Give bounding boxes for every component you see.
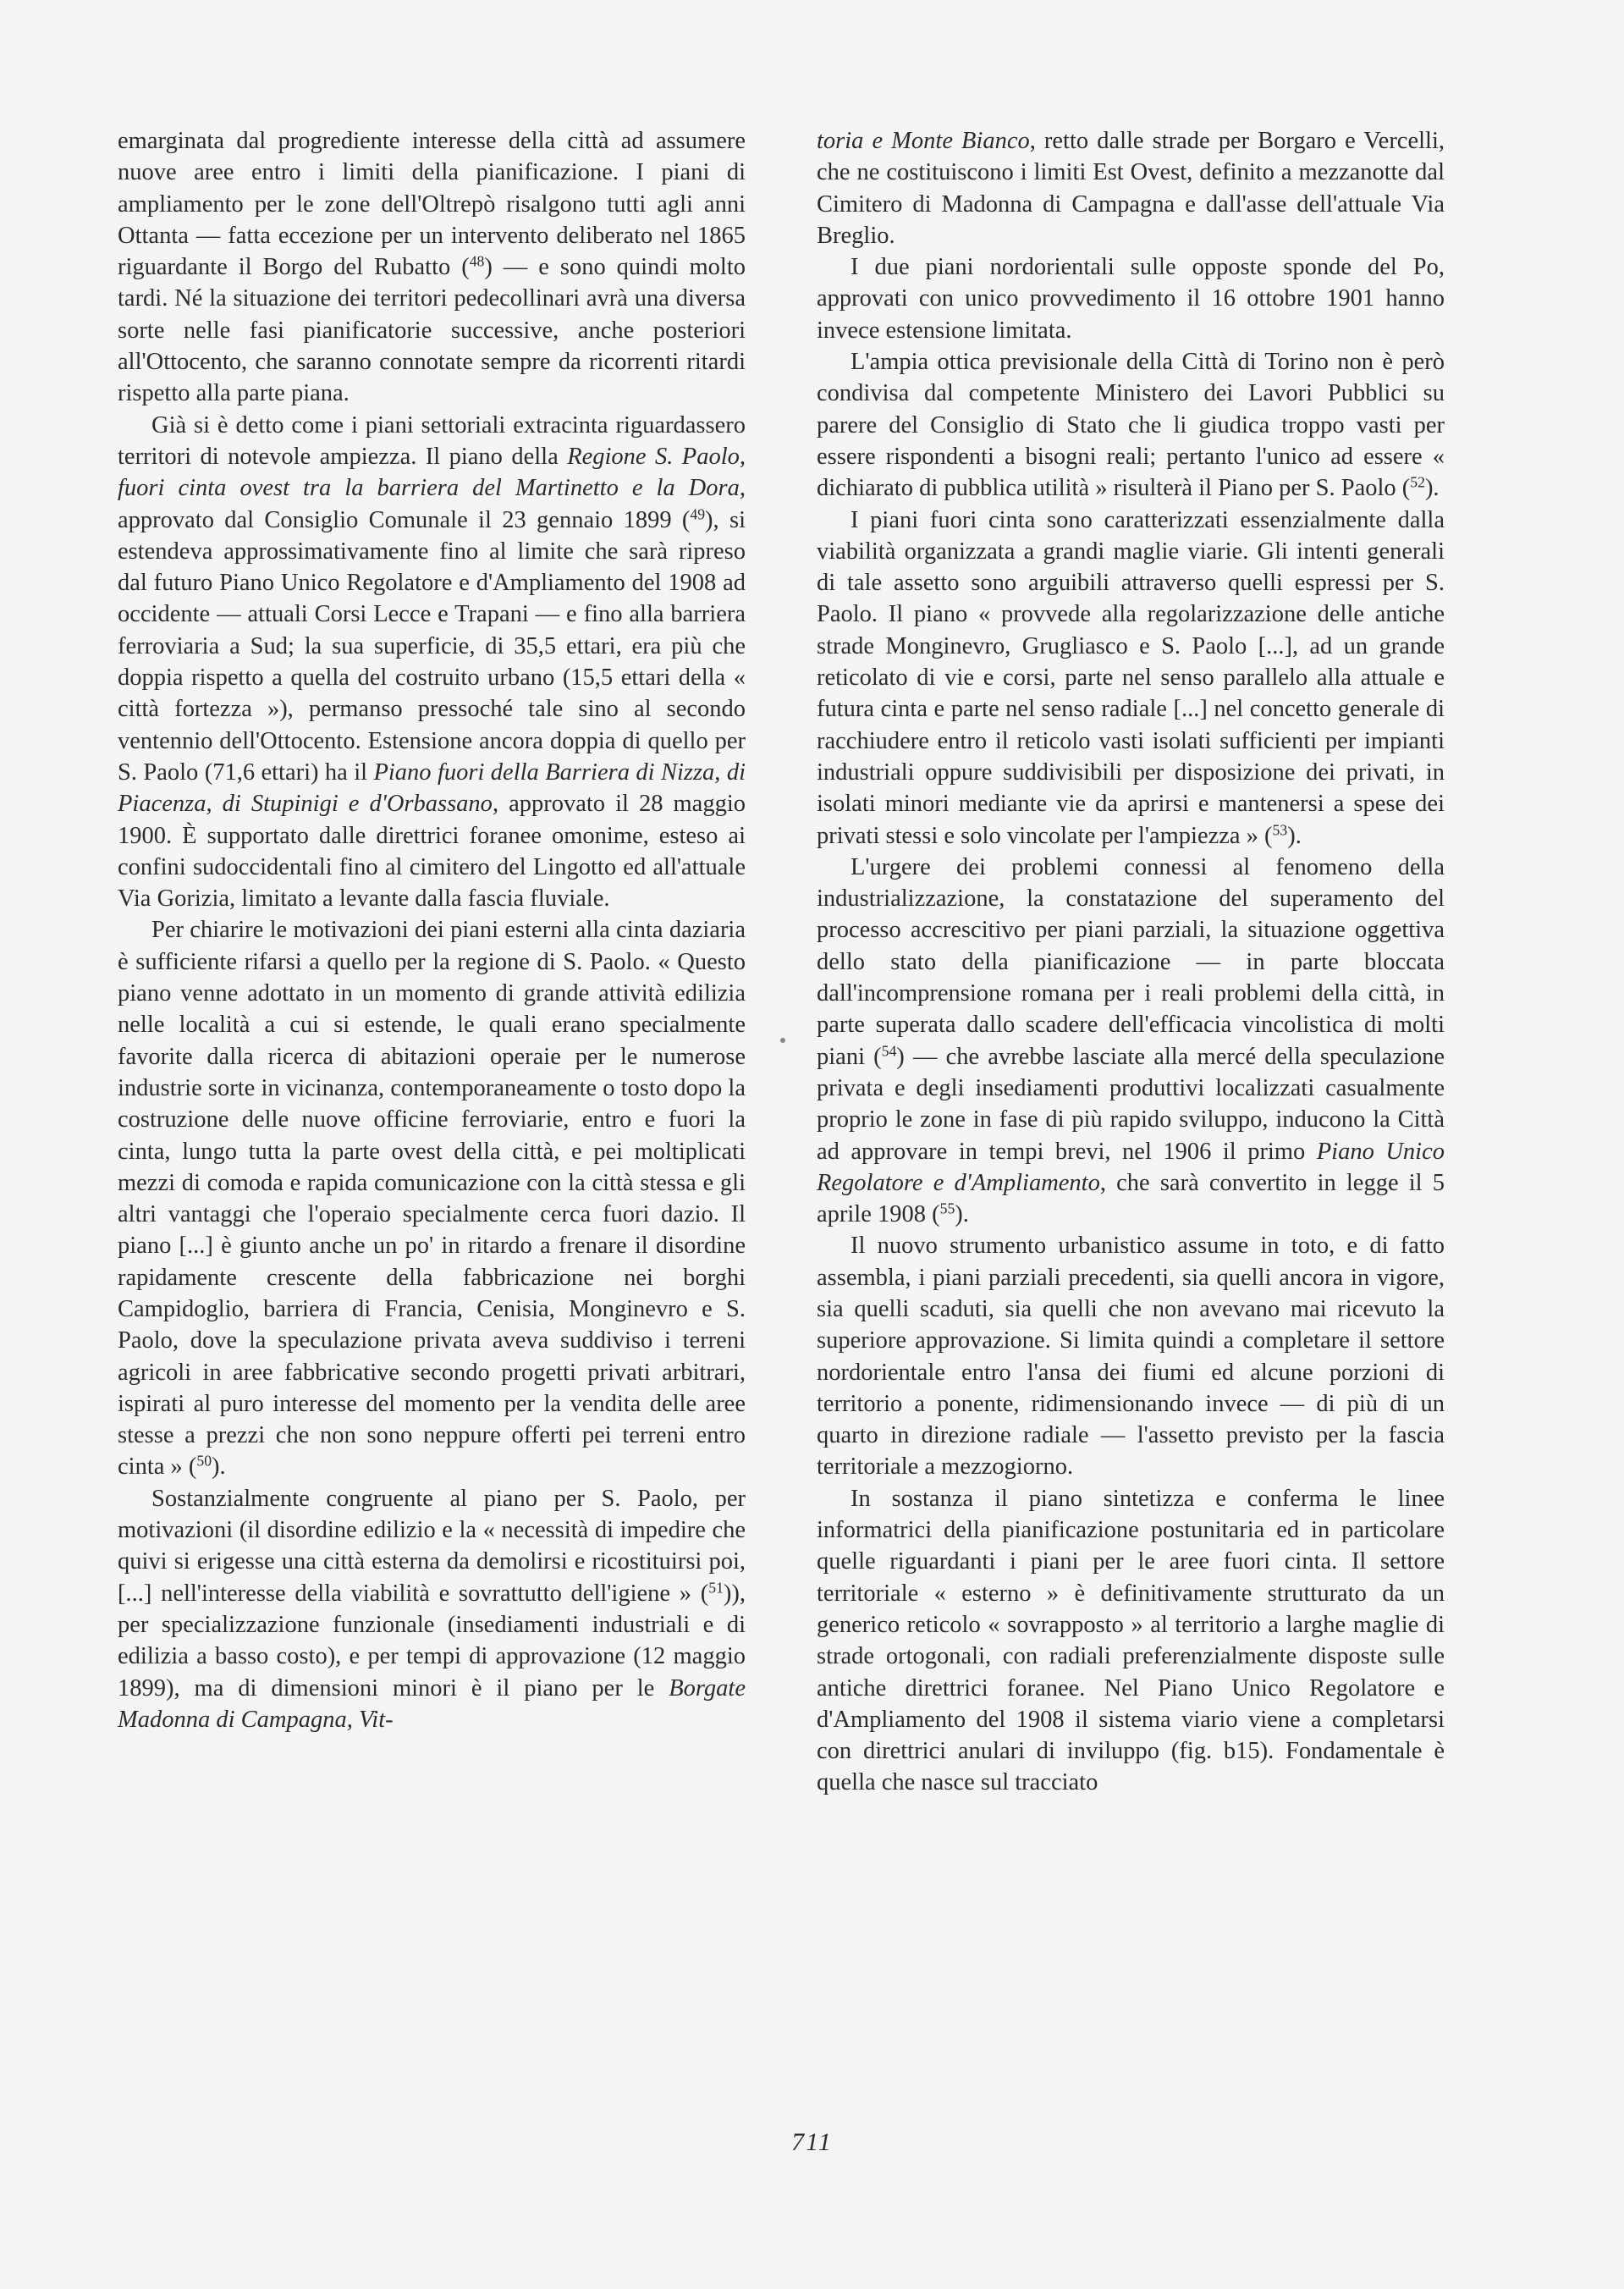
paragraph: Sostanzialmente congruente al piano per S. Paolo, per motivazioni (il disordine edilizio e la « necessità di impedire che quivi si erigesse una città esterna da demolirsi e ricostituirsi poi, [...] nell'interesse della viabilità e sovrattutto dell'igiene » ($^{51}$)), per specializzazione funzionale (insediamenti industriali e di edilizia a basso costo), e per tempi di approvazione (12 maggio 1899), ma di dimensioni minori è il piano per le Borgate Madonna di Campagna, Vit- — [118, 1485, 746, 1733]
paragraph: toria e Monte Bianco, retto dalle strade per Borgaro e Vercelli, che ne costituiscono i limiti Est Ovest, definito a mezzanotte dal Cimitero di Madonna di Campagna e dall'asse dell'attuale Via Breglio. — [817, 128, 1445, 249]
paragraph: emarginata dal progrediente interesse della città ad assumere nuove aree entro i limiti della pianificazione. I piani di ampliamento per le zone dell'Oltrepò risalgono tutti agli anni Ottanta — fatta eccezione per un intervento deliberato nel 1865 riguardante il Borgo del Rubatto ($^{48}$) — e sono quindi molto tardi. Né la situazione dei territori pedecollinari avrà una diversa sorte nelle fasi pianificatorie successive, anche posteriori all'Ottocento, che saranno connotate sempre da ricorrenti ritardi rispetto alla parte piana. — [118, 128, 746, 407]
paragraph: I due piani nordorientali sulle opposte sponde del Po, approvati con unico provvedimento il 16 ottobre 1901 hanno invece estensione limitata. — [817, 254, 1445, 344]
scan-speck — [780, 1038, 785, 1043]
paragraph: Per chiarire le motivazioni dei piani esterni alla cinta daziaria è sufficiente rifarsi a quello per la regione di S. Paolo. « Questo piano venne adottato in un momento di grande attività edilizia nelle località a cui si estende, le quali erano specialmente favorite dalla ricerca di abitazioni operaie per le numerose industrie sorte in vicinanza, contemporaneamente o tosto dopo la costruzione delle nuove officine ferroviarie, entro e fuori la cinta, lungo tutta la parte ovest della città, e pei moltiplicati mezzi di comoda e rapida comunicazione con la città stessa e gli altri vantaggi che l'operaio specialmente cerca fuori dazio. Il piano [...] è giunto anche un po' in ritardo a frenare il disordine rapidamente crescente della fabbricazione nei borghi Campidoglio, barriera di Francia, Cenisia, Monginevro e S. Paolo, dove la speculazione privata aveva suddiviso i terreni agricoli in aree fabbricative secondo progetti privati arbitrari, ispirati al puro interesse del momento per la vendita delle aree stesse a prezzi che non sono neppure offerti pei terreni entro cinta » ($^{50}$). — [118, 917, 746, 1481]
left-column — [118, 125, 746, 1735]
paragraph: I piani fuori cinta sono caratterizzati essenzialmente dalla viabilità organizzata a grandi maglie viarie. Gli intenti generali di tale assetto sono arguibili attraverso quelli espressi per S. Paolo. Il piano « provvede alla regolarizzazione delle antiche strade Monginevro, Grugliasco e S. Paolo [...], ad un grande reticolato di vie e corsi, parte nel senso parallelo alla attuale e futura cinta e parte nel senso radiale [...] nel concetto generale di racchiudere entro il reticolo vasti isolati sufficienti per impianti industriali oppure suddivisibili per disposizione dei privati, in isolati minori mediante vie da aprirsi e mantenersi a spese dei privati stessi e solo vincolate per l'ampiezza » ($^{53}$). — [817, 506, 1445, 849]
paragraph: Il nuovo strumento urbanistico assume in toto, e di fatto assembla, i piani parziali precedenti, sia quelli ancora in vigore, sia quelli scaduti, sia quelli che non avevano mai ricevuto la superiore approvazione. Si limita quindi a completare il settore nordorientale entro l'ansa dei fiumi ed alcune porzioni di territorio a ponente, ridimensionando invece — di più di un quarto in direzione radiale — l'assetto previsto per la fascia territoriale a mezzogiorno. — [817, 1233, 1445, 1481]
page-number: 711 — [791, 2128, 833, 2156]
right-column — [817, 125, 1445, 1799]
paragraph: In sostanza il piano sintetizza e conferma le linee informatrici della pianificazione postunitaria ed in particolare quelle riguardanti i piani per le aree fuori cinta. Il settore territoriale « esterno » è definitivamente strutturato da un generico reticolo « sovrapposto » al territorio a larghe maglie di strade ortogonali, con radiali preferenzialmente disposte sulle antiche direttrici foranee. Nel Piano Unico Regolatore e d'Ampliamento del 1908 il sistema viario viene a completarsi con direttrici anulari di inviluppo (fig. b15). Fondamentale è quella che nasce sul tracciato — [817, 1485, 1445, 1796]
paragraph: L'urgere dei problemi connessi al fenomeno della industrializzazione, la constatazione del superamento del processo accrescitivo per piani parziali, la situazione oggettiva dello stato della pianificazione — in parte bloccata dall'incomprensione romana per i reali problemi della città, in parte superata dallo scadere dell'efficacia vincolistica di molti piani ($^{54}$) — che avrebbe lasciate alla mercé della speculazione privata e degli insediamenti produttivi localizzati casualmente proprio le zone in fase di più rapido sviluppo, inducono la Città ad approvare in tempi brevi, nel 1906 il primo Piano Unico Regolatore e d'Ampliamento, che sarà convertito in legge il 5 aprile 1908 ($^{55}$). — [817, 853, 1445, 1228]
paragraph: L'ampia ottica previsionale della Città di Torino non è però condivisa dal competente Ministero dei Lavori Pubblici su parere del Consiglio di Stato che li giudica troppo vasti per essere rispondenti a bisogni reali; pertanto l'unico ad essere « dichiarato di pubblica utilità » risulterà il Piano per S. Paolo ($^{52}$). — [817, 349, 1445, 502]
paragraph: Già si è detto come i piani settoriali extracinta riguardassero territori di notevole ampiezza. Il piano della Regione S. Paolo, fuori cinta ovest tra la barriera del Martinetto e la Dora, approvato dal Consiglio Comunale il 23 gennaio 1899 ($^{49}$), si estendeva approssimativamente fino al limite che sarà ripreso dal futuro Piano Unico Regolatore e d'Ampliamento del 1908 ad occidente — attuali Corsi Lecce e Trapani — e fino alla barriera ferroviaria a Sud; la sua superficie, di 35,5 ettari, era più che doppia rispetto a quella del costruito urbano (15,5 ettari della « città fortezza »), permanso pressoché tale sino al secondo ventennio dell'Ottocento. Estensione ancora doppia di quello per S. Paolo (71,6 ettari) ha il Piano fuori della Barriera di Nizza, di Piacenza, di Stupinigi e d'Orbassano, approvato il 28 maggio 1900. È supportato dalle direttrici foranee omonime, esteso ai confini sudoccidentali fino al cimitero del Lingotto ed all'attuale Via Gorizia, limitato a levante dalla fascia fluviale. — [118, 411, 746, 913]
